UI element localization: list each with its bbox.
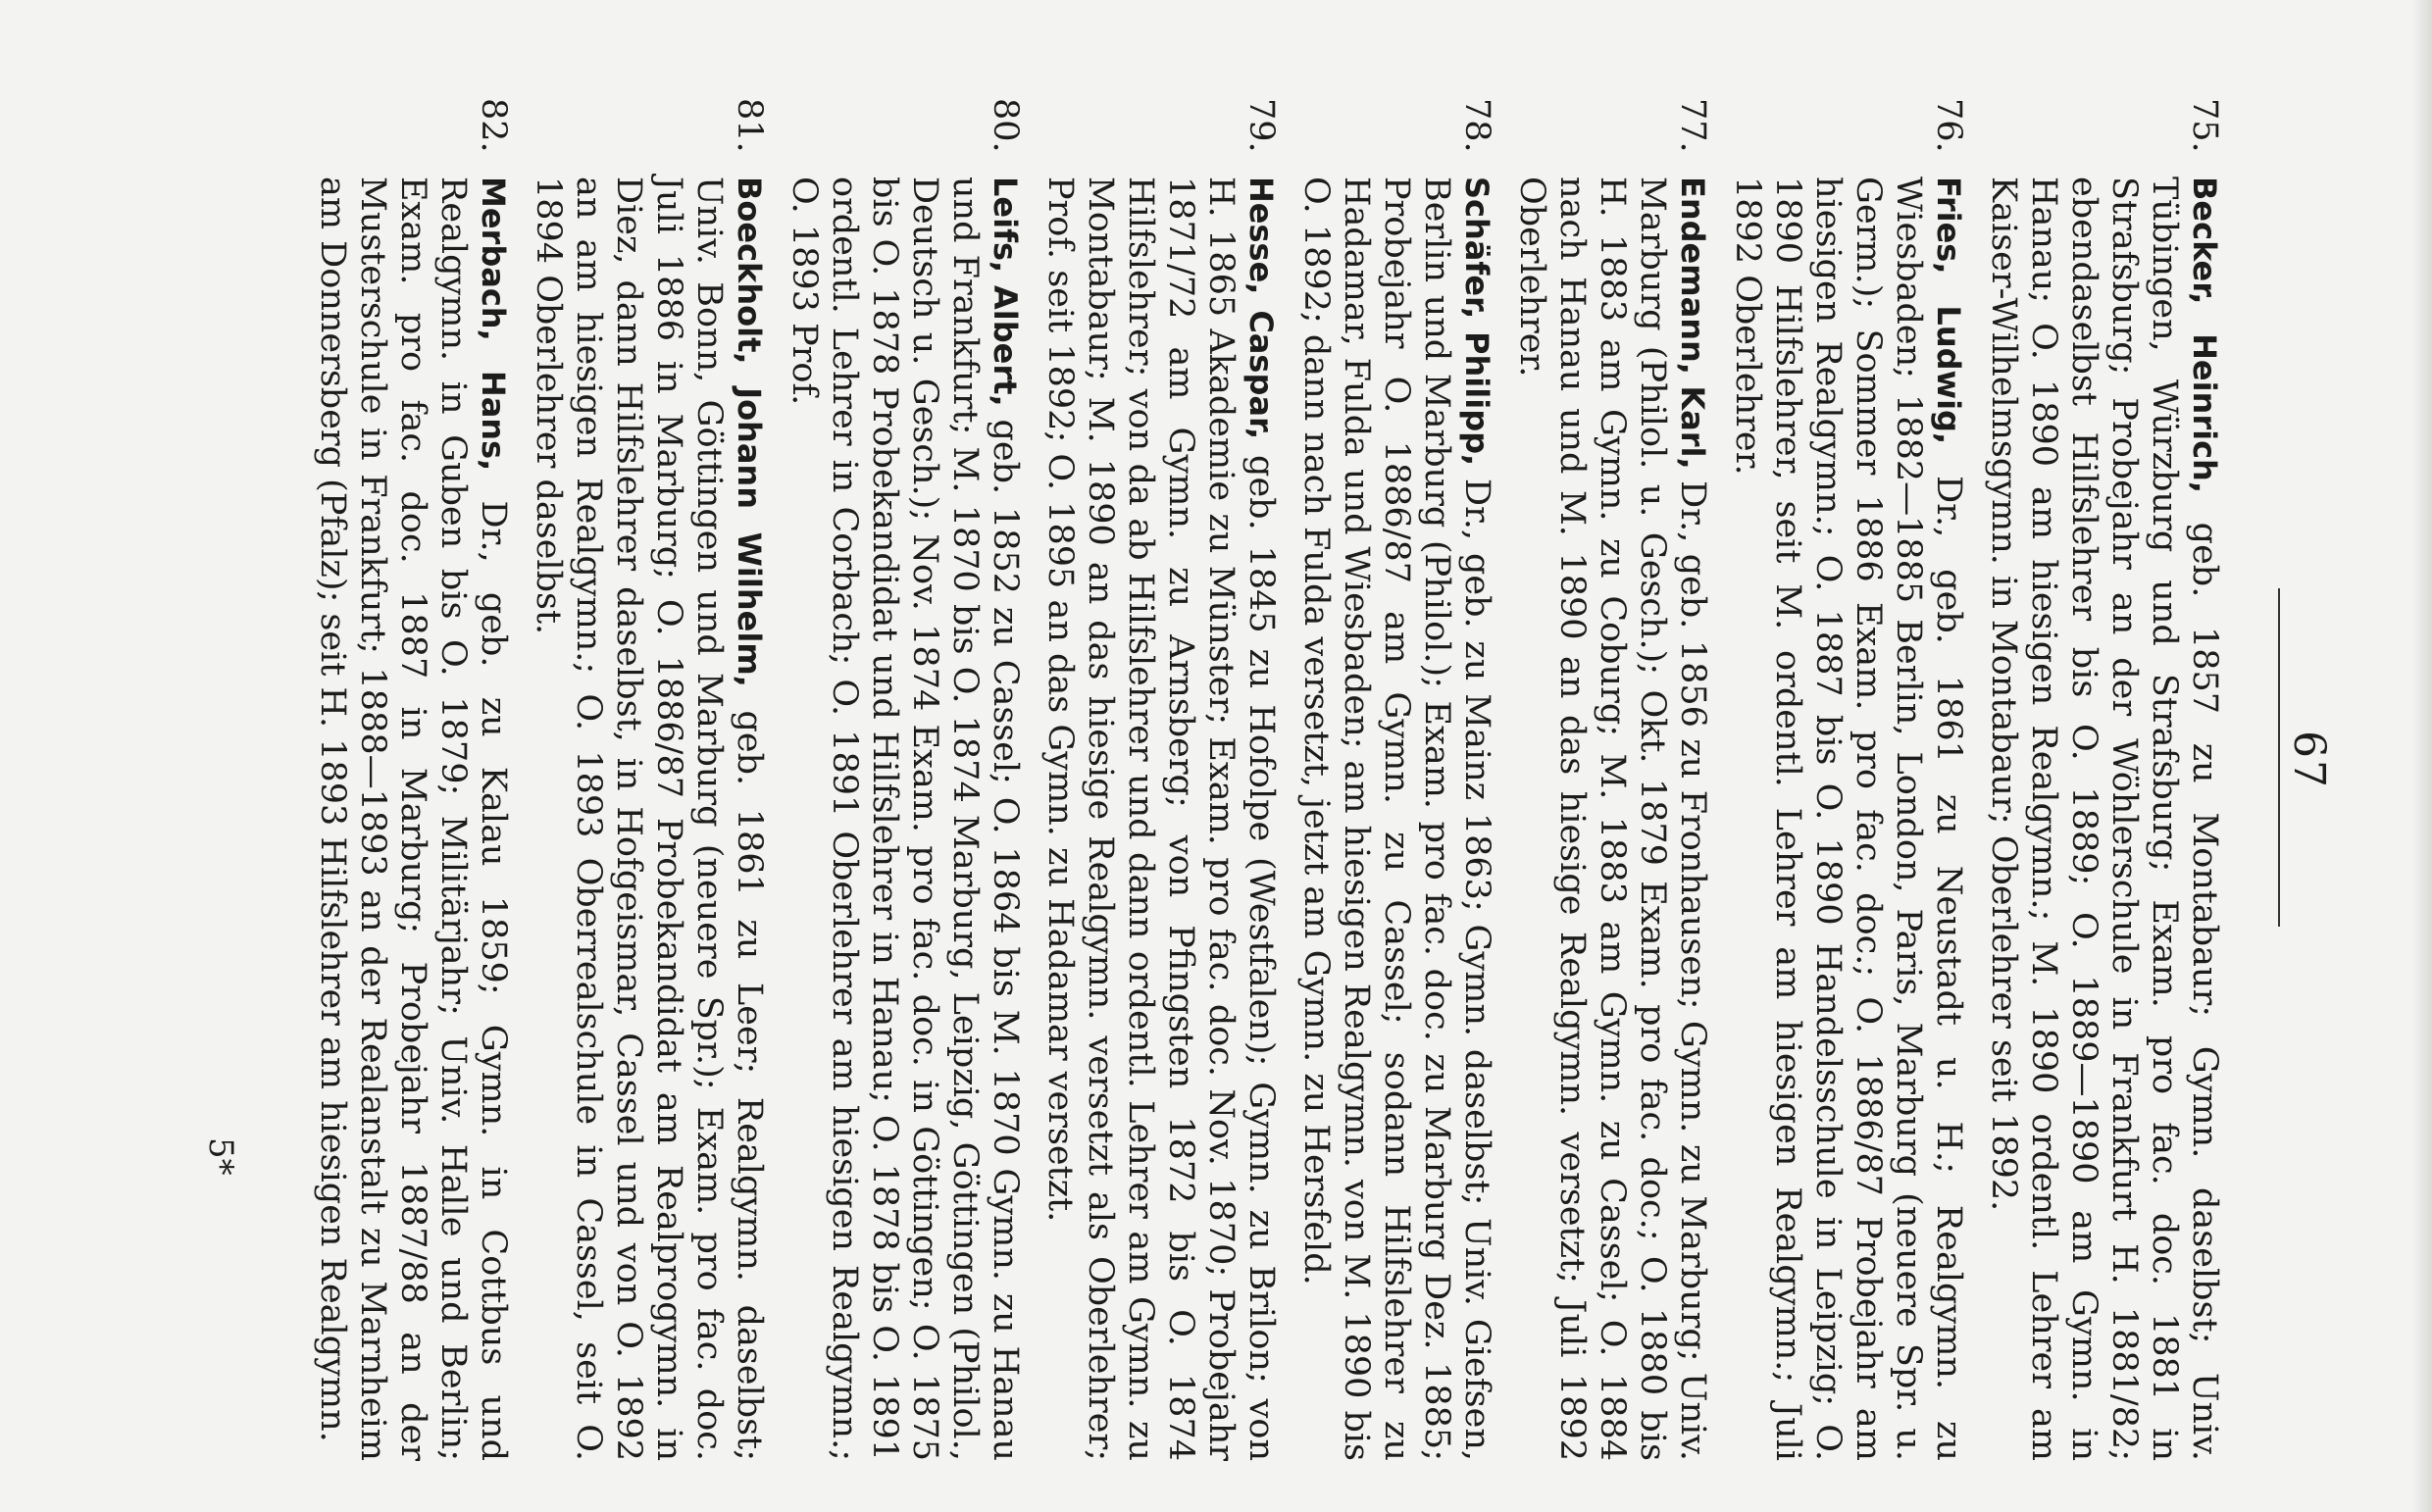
- entry-list: [297, 98, 2224, 1461]
- entry-name: Schäfer, Philipp,: [1458, 176, 1495, 479]
- entry-text: Dr., geb. zu Kalau 1859; Gymn. in Cottbus und Realgymn. in Guben bis O. 1879; Militärjahr; Univ. Halle und Berlin; Exam. pro fac. doc. 1887 in Marburg; Probejahr 1887/88 an der Musterschule in Frankfurt; 1888—1893 an der Realanstalt zu Marnheim am Donnersberg (Pfalz); seit H. 1893 Hilfslehrer am hiesigen Realgymn.: [313, 176, 513, 1461]
- entry-name: Endemann, Karl,: [1674, 176, 1711, 481]
- entry-name: Merbach, Hans,: [475, 176, 512, 501]
- entry-76: [1727, 98, 1968, 1461]
- entry-name: Boeckholt, Johann Wilhelm,: [731, 176, 768, 711]
- entry-name: Leifs, Albert,: [987, 176, 1024, 420]
- header-rule: [2278, 588, 2280, 927]
- entry-80: [784, 98, 1025, 1461]
- entry-number: 75.: [2185, 98, 2224, 153]
- entry-81: [528, 98, 769, 1461]
- entry-number: 80.: [986, 98, 1025, 153]
- entry-79: [1039, 98, 1281, 1461]
- entry-77: [1511, 98, 1712, 1461]
- entry-number: 77.: [1673, 98, 1712, 153]
- entry-text: geb. 1861 zu Leer; Realgymn. daselbst; Univ. Bonn, Göttingen und Marburg (neuere Spr.); Exam. pro fac. doc. Juli 1886 in Marburg; O. 1886/87 Probekandidat am Realprogymn. in Diez, dann Hilfslehrer daselbst, in Hofgeismar, Cassel und von O. 1892 an am hiesigen Realgymn.; O. 1893 Oberrealschule in Cassel, seit O. 1894 Oberlehrer daselbst.: [529, 176, 769, 1461]
- signature-mark: 5*: [201, 1137, 240, 1176]
- entry-text: geb. 1852 zu Cassel; O. 1864 bis M. 1870 Gymn. zu Hanau und Frankfurt; M. 1870 bis O. 1874 Marburg, Leipzig, Göttingen (Philol., Deutsch u. Gesch.); Nov. 1874 Exam. pro fac. doc. in Göttingen; O. 1875 bis O. 1878 Probekandidat und Hilfslehrer in Hanau; O. 1878 bis O. 1891 ordentl. Lehrer in Corbach; O. 1891 Oberlehrer am hiesigen Realgymn.; O. 1893 Prof.: [785, 176, 1025, 1462]
- entry-82: [312, 98, 513, 1461]
- entry-number: 76.: [1929, 98, 1968, 153]
- entry-text: geb. 1857 zu Montabaur; Gymn. daselbst; Univ. Tübingen, Würzburg und Strafsburg; Exam. pro fac. doc. 1881 in Strafsburg; Probejahr an der Wöhlerschule in Frankfurt H. 1881/82; ebendaselbst Hilfslehrer bis O. 1889; O. 1889—1890 am Gymn. in Hanau; O. 1890 am hiesigen Realgymn.; M. 1890 ordentl. Lehrer am Kaiser-Wilhelmsgymn. in Montabaur; Oberlehrer seit 1892.: [1984, 176, 2224, 1461]
- page-number: 67: [2284, 731, 2334, 789]
- entry-name: Becker, Heinrich,: [2186, 176, 2223, 523]
- entry-text: Dr., geb. zu Mainz 1863; Gymn. daselbst; Univ. Giefsen, Berlin und Marburg (Philol.); Exam. pro fac. doc. zu Marburg Dez. 1885; Probejahr O. 1886/87 am Gymn. zu Cassel; sodann Hilfslehrer zu Hadamar, Fulda und Wiesbaden; am hiesigen Realgymn. von M. 1890 bis O. 1892; dann nach Fulda versetzt, jetzt am Gymn. zu Hersfeld.: [1296, 176, 1496, 1461]
- entry-text: geb. 1845 zu Hofolpe (Westfalen); Gymn. zu Brilon; von H. 1865 Akademie zu Münster; Exam. pro fac. doc. Nov. 1870; Probejahr 1871/72 am Gymn. zu Arnsberg; von Pfingsten 1872 bis O. 1874 Hilfslehrer; von da ab Hilfslehrer und dann ordentl. Lehrer am Gymn. zu Montabaur; M. 1890 an das hiesige Realgymn. versetzt als Oberlehrer; Prof. seit 1892; O. 1895 an das Gymn. zu Hadamar versetzt.: [1040, 176, 1281, 1461]
- entry-text: Dr., geb. 1861 zu Neustadt u. H.; Realgymn. zu Wiesbaden; 1882—1885 Berlin, London, Paris, Marburg (neuere Spr. u. Germ.); Sommer 1886 Exam. pro fac. doc.; O. 1886/87 Probejahr am hiesigen Realgymn.; O. 1887 bis O. 1890 Handelsschule in Leipzig; O. 1890 Hilfslehrer, seit M. ordentl. Lehrer am hiesigen Realgymn.; Juli 1892 Oberlehrer.: [1728, 176, 1968, 1461]
- entry-78: [1295, 98, 1496, 1461]
- entry-text: Dr., geb. 1856 zu Fronhausen; Gymn. zu Marburg; Univ. Marburg (Philol. u. Gesch.); Okt. 1879 Exam. pro fac. doc.; O. 1880 bis H. 1883 am Gymn. zu Coburg; M. 1883 am Gymn. zu Cassel; O. 1884 nach Hanau und M. 1890 an das hiesige Realgymn. versetzt; Juli 1892 Oberlehrer.: [1512, 176, 1712, 1461]
- entry-75: [1983, 98, 2224, 1461]
- entry-name: Hesse, Caspar,: [1242, 176, 1280, 456]
- entry-number: 79.: [1241, 98, 1281, 153]
- entry-number: 81.: [730, 98, 769, 153]
- entry-number: 82.: [474, 98, 513, 153]
- entry-number: 78.: [1457, 98, 1496, 153]
- entry-name: Fries, Ludwig,: [1930, 176, 1967, 477]
